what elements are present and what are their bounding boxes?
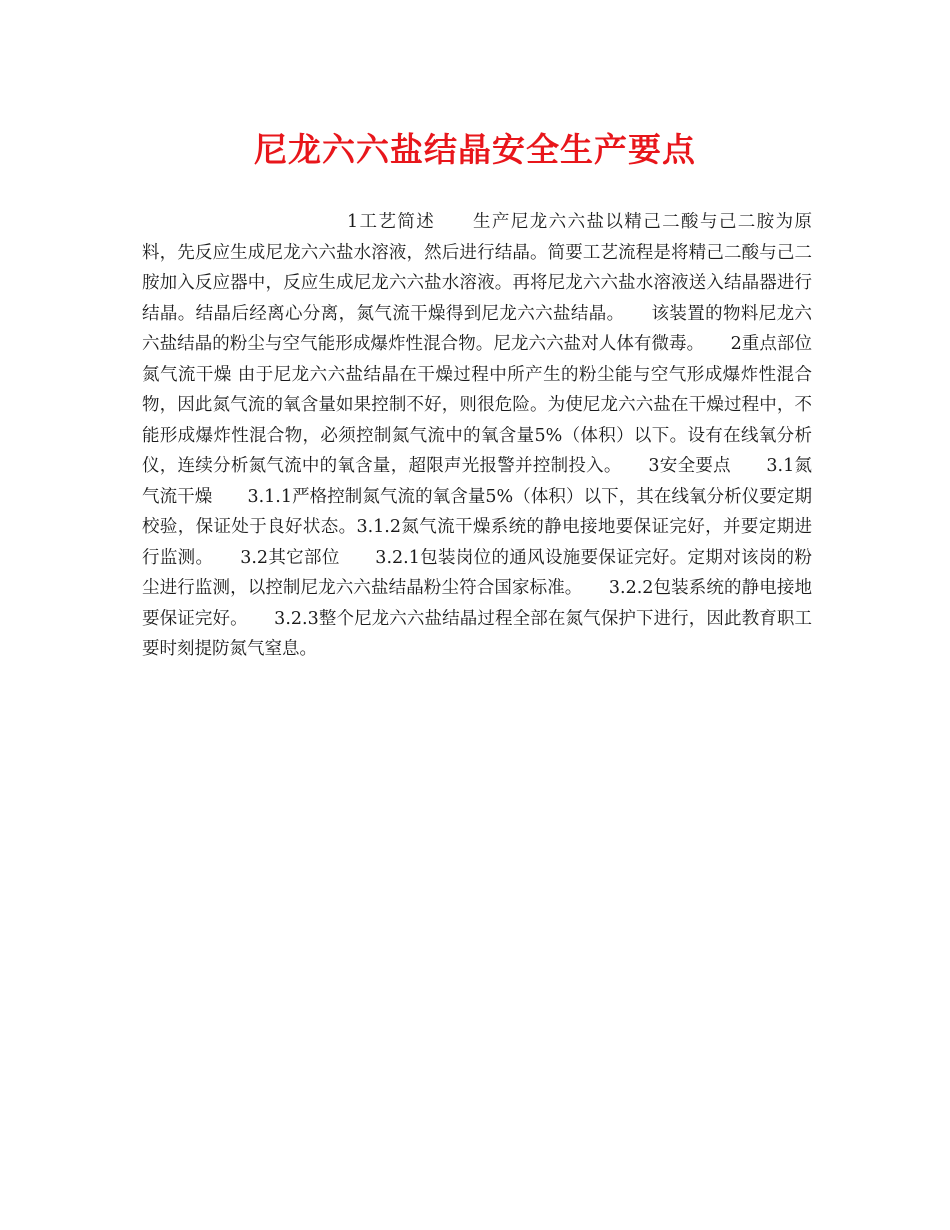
document-body — [142, 207, 847, 665]
document-title: 尼龙六六盐结晶安全生产要点 — [254, 130, 696, 169]
body-text-content: 1工艺简述 生产尼龙六六盐以精己二酸与己二胺为原料，先反应生成尼龙六六盐水溶液，然后进行结晶。简要工艺流程是将精己二酸与己二胺加入反应器中，反应生成尼龙六六盐水溶液。再将尼龙六六盐水溶液送入结晶器进行结晶。结晶后经离心分离，氮气流干燥得到尼龙六六盐结晶。 该装置的物料尼龙六六盐结晶的粉尘与空气能形成爆炸性混合物。尼龙六六盐对人体有微毒。 2重点部位 氮气流干燥 由于尼龙六六盐结晶在干燥过程中所产生的粉尘能与空气形成爆炸性混合物，因此氮气流的氧含量如果控制不好，则很危险。为使尼龙六六盐在干燥过程中，不能形成爆炸性混合物，必须控制氮气流中的氧含量5%（体积）以下。设有在线氧分析仪，连续分析氮气流中的氧含量，超限声光报警并控制投入。 3安全要点 3.1氮气流干燥 3.1.1严格控制氮气流的氧含量5%（体积）以下，其在线氧分析仪要定期校验，保证处于良好状态。3.1.2氮气流干燥系统的静电接地要保证完好，并要定期进行监测。 3.2其它部位 3.2.1包装岗位的通风设施要保证完好。定期对该岗的粉尘进行监测，以控制尼龙六六盐结晶粉尘符合国家标准。 3.2.2包装系统的静电接地要保证完好。 3.2.3整个尼龙六六盐结晶过程全部在氮气保护下进行，因此教育职工要时刻提防氮气窒息。 — [142, 212, 847, 659]
